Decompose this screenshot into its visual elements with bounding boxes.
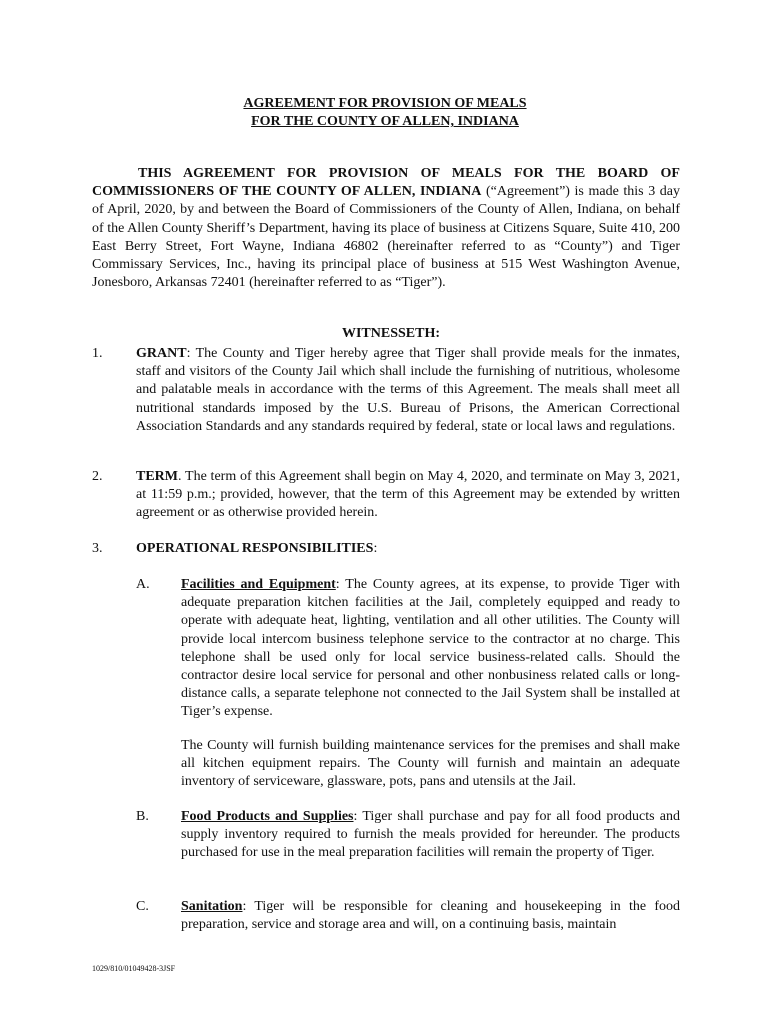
- subsection-b-letter: B.: [136, 809, 149, 824]
- subsection-a-letter: A.: [136, 577, 150, 592]
- section-1-paragraph: [136, 345, 680, 436]
- section-3-number: 3.: [92, 541, 103, 556]
- subsection-c-heading: Sanitation: [181, 899, 243, 914]
- witnesseth-heading: WITNESSETH:: [341, 326, 441, 341]
- section-2-text: . The term of this Agreement shall begin on May 4, 2020, and terminate on May 3, 2021, at 11:59 p.m.; provided, however, that the term of this Agreement may be extended by written agreement or as otherwise provided herein.: [136, 469, 680, 521]
- subsection-b-heading: Food Products and Supplies: [181, 809, 354, 824]
- title-line-2: [0, 113, 770, 131]
- subsection-a-heading: Facilities and Equipment: [181, 577, 336, 592]
- subsection-a-paragraph: [181, 576, 680, 722]
- intro-bold-lead: THIS AGREEMENT FOR PROVISION OF MEALS FOR THE BOARD OF COMMISSIONERS OF THE COUNTY OF ALLEN, INDIANA: [92, 166, 680, 200]
- subsection-c-letter: C.: [136, 899, 149, 914]
- section-2-heading: TERM: [136, 469, 178, 484]
- subsection-b-paragraph: [181, 808, 680, 863]
- section-3-heading: OPERATIONAL RESPONSIBILITIES: [136, 541, 374, 556]
- section-3-text: :: [373, 541, 378, 556]
- title-line-1: [0, 95, 770, 113]
- subsection-b-text: : Tiger shall purchase and pay for all food products and supply inventory required to furnish the meals provided for hereunder. The products purchased for use in the meal preparation facilities will remain the property of Tiger.: [181, 809, 681, 861]
- subsection-c-paragraph: [181, 898, 680, 934]
- subsection-c-text: : Tiger will be responsible for cleaning and housekeeping in the food preparation, service and storage area and will, on a continuing basis, maintain: [181, 899, 680, 933]
- section-2-number: 2.: [92, 469, 103, 484]
- section-2-paragraph: [136, 468, 680, 523]
- section-1-heading: GRANT: [136, 346, 187, 361]
- section-3-paragraph: [136, 540, 680, 558]
- title-line-2-text: FOR THE COUNTY OF ALLEN, INDIANA: [251, 114, 519, 129]
- title-line-1-text: AGREEMENT FOR PROVISION OF MEALS: [243, 96, 527, 111]
- section-1-number: 1.: [92, 346, 103, 361]
- section-1-text: : The County and Tiger hereby agree that Tiger shall provide meals for the inmates, staff and visitors of the County Jail which shall include the furnishing of nutritious, wholesome and palatable meals in accordance with the terms of this Agreement. The meals shall meet all nutritional standards imposed by the U.S. Bureau of Prisons, the American Correctional Association Standards and any standards required by federal, state or local laws and regulations.: [136, 346, 680, 434]
- intro-text: (“Agreement”) is made this 3 day of April, 2020, by and between the Board of Commissioners of the County of Allen, Indiana, on behalf of the Allen County Sheriff’s Department, having its place of business at Citizens Square, Suite 410, 200 East Berry Street, Fort Wayne, Indiana 46802 (hereinafter referred to as “County”) and Tiger Commissary Services, Inc., having its principal place of business at 515 West Washington Avenue, Jonesboro, Arkansas 72401 (hereinafter referred to as “Tiger”).: [92, 184, 680, 291]
- document-footer-id: 1029/810/01049428-3JSF: [92, 964, 176, 973]
- subsection-a-text: : The County agrees, at its expense, to provide Tiger with adequate preparation kitchen facilities at the Jail, completely equipped and ready to operate with adequate heat, lighting, ventilation and all other utilities. The County will provide local intercom business telephone service to the contractor at no charge. This telephone shall be used only for local service business-related calls. Should the contractor desire local service for personal and other nonbusiness related calls or long-distance calls, a separate telephone not connected to the Jail System shall be installed at Tiger’s expense.: [181, 577, 680, 720]
- subsection-a-extra-paragraph: The County will furnish building maintenance services for the premises and shall make all kitchen equipment repairs. The County will furnish and maintain an adequate inventory of serviceware, glassware, pots, pans and utensils at the Jail.: [181, 738, 680, 790]
- intro-paragraph: [92, 165, 680, 292]
